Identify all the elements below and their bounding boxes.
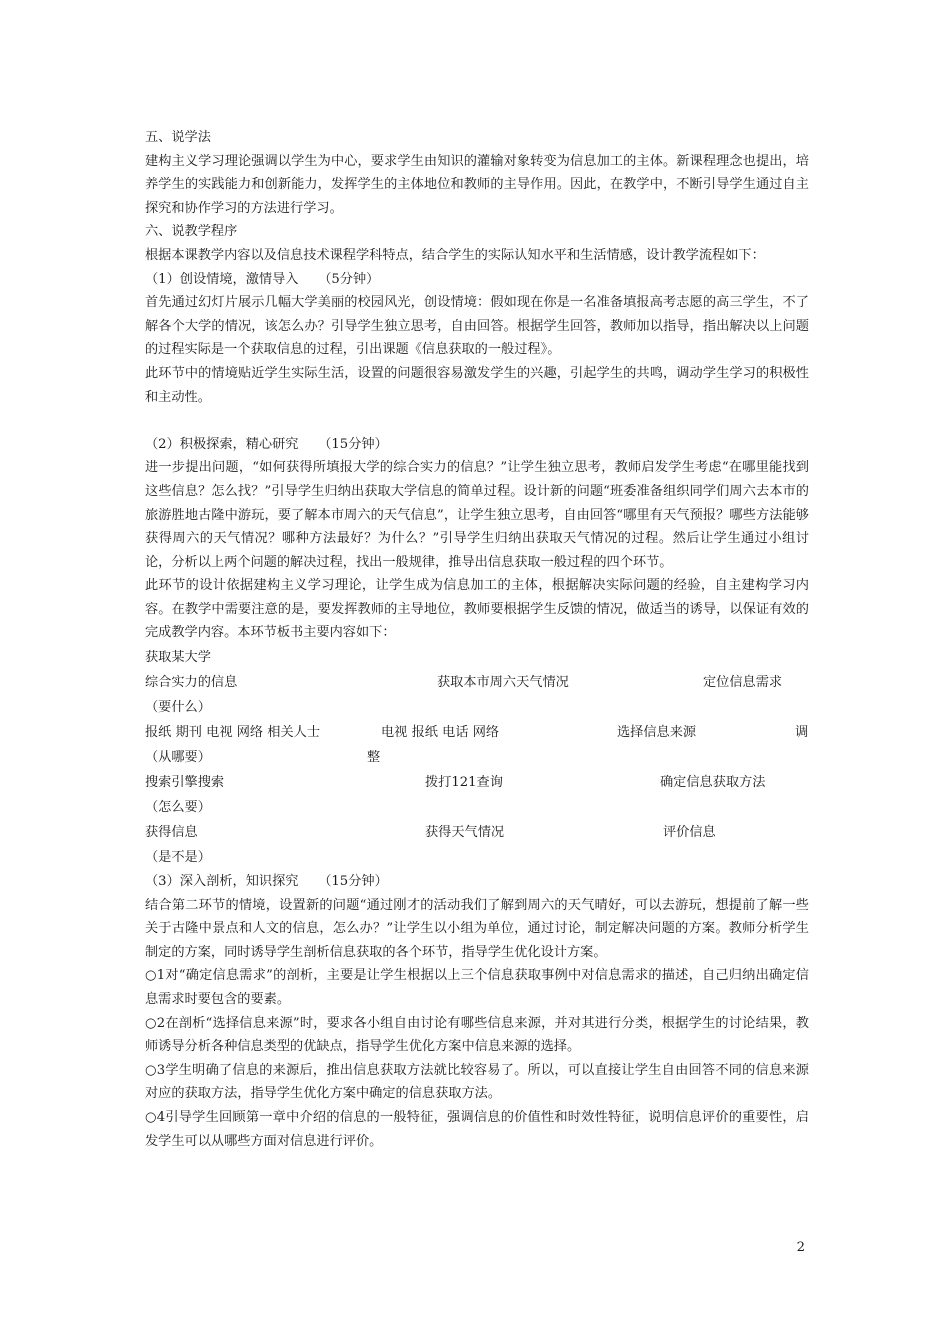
board-cell: 拨打121查询 bbox=[425, 775, 503, 791]
step2-paragraph-2: 此环节的设计依据建构主义学习理论，让学生成为信息加工的主体，根据解决实际问题的经验，自主建构学习内容。在教学中需要注意的是，要发挥教师的主导地位，教师要根据学生反馈的情况，做适当的诱导，以保证有效的完成教学内容。本环节板书主要内容如下： bbox=[145, 578, 809, 641]
board-cell: 综合实力的信息 bbox=[145, 675, 238, 691]
board-cell: 电视 报纸 电话 网络 bbox=[381, 725, 500, 741]
step2-paragraph-1: 进一步提出问题，“如何获得所填报大学的综合实力的信息？”让学生独立思考，教师启发学生考虑“在哪里能找到这些信息？怎么找？”引导学生归纳出获取大学信息的简单过程。设计新的问题“班委准备组织同学们周六去本市的旅游胜地古隆中游玩，要了解本市周六的天气信息”，让学生独立思考，自由回答“哪里有天气预报？哪些方法能够获得周六的天气情况？哪种方法最好？为什么？”引导学生归纳出获取天气情况的过程。然后让学生通过小组讨论，分析以上两个问题的解决过程，找出一般规律，推导出信息获取一般过程的四个环节。 bbox=[145, 460, 809, 570]
board-cell: 获取本市周六天气情况 bbox=[437, 675, 569, 691]
board-row bbox=[145, 720, 809, 745]
board-cell: 报纸 期刊 电视 网络 相关人士 bbox=[145, 725, 321, 741]
step3-title: （3）深入剖析，知识探究 （15分钟） bbox=[145, 874, 388, 890]
step3-item-2: ○2在剖析“选择信息来源”时，要求各小组自由讨论有哪些信息来源，并对其进行分类，根据学生的讨论结果，教师诱导分析各种信息类型的优缺点，指导学生优化方案中信息来源的选择。 bbox=[145, 1015, 809, 1055]
paragraph-study-method: 建构主义学习理论强调以学生为中心，要求学生由知识的灌输对象转变为信息加工的主体。新课程理念也提出，培养学生的实践能力和创新能力，发挥学生的主体地位和教师的主导作用。因此，在教学中，不断引导学生通过自主探究和协作学习的方法进行学习。 bbox=[145, 153, 809, 216]
step3-paragraph-1: 结合第二环节的情境，设置新的问题“通过刚才的活动我们了解到周六的天气晴好，可以去游玩，想提前了解一些关于古隆中景点和人文的信息，怎么办？”让学生以小组为单位，通过讨论，制定解决问题的方案。教师分析学生制定的方案，同时诱导学生剖析信息获取的各个环节，指导学生优化设计方案。 bbox=[145, 897, 809, 960]
step2-title: （2）积极探索，精心研究 （15分钟） bbox=[145, 436, 388, 452]
board-row bbox=[145, 695, 809, 720]
step1-title: （1）创设情境，激情导入 （5分钟） bbox=[145, 271, 380, 287]
step3-item-3: ○3学生明确了信息的来源后，推出信息获取方法就比较容易了。所以，可以直接让学生自由回答不同的信息来源对应的获取方法，指导学生优化方案中确定的信息获取方法。 bbox=[145, 1062, 809, 1102]
board-row bbox=[145, 745, 809, 770]
board-row bbox=[145, 670, 809, 695]
board-row bbox=[145, 820, 809, 845]
step3-item-4: ○4引导学生回顾第一章中介绍的信息的一般特征，强调信息的价值性和时效性特征，说明信息评价的重要性，启发学生可以从哪些方面对信息进行评价。 bbox=[145, 1110, 809, 1149]
board-cell: （是不是） bbox=[145, 850, 211, 866]
step1-paragraph-1: 首先通过幻灯片展示几幅大学美丽的校园风光，创设情境：假如现在你是一名准备填报高考志愿的高三学生，不了解各个大学的情况，该怎么办？引导学生独立思考，自由回答。根据学生回答，教师加以指导，指出解决以上问题的过程实际是一个获取信息的过程，引出课题《信息获取的一般过程》。 bbox=[145, 295, 809, 358]
board-row bbox=[145, 845, 809, 870]
board-cell: 获取某大学 bbox=[145, 650, 211, 666]
board-row bbox=[145, 770, 809, 795]
board-cell: 评价信息 bbox=[663, 825, 716, 841]
board-cell: 整 bbox=[367, 750, 381, 766]
step3-item-1: ○1对“确定信息需求”的剖析，主要是让学生根据以上三个信息获取事例中对信息需求的描述，自己归纳出确定信息需求时要包含的要素。 bbox=[145, 968, 809, 1008]
page-content bbox=[145, 126, 809, 1153]
section-heading-teaching-procedure: 六、说教学程序 bbox=[145, 224, 238, 240]
board-cell: 获得天气情况 bbox=[425, 825, 505, 841]
board-cell: （从哪要） bbox=[145, 750, 211, 766]
board-cell: 选择信息来源 bbox=[617, 725, 697, 741]
board-cell: （要什么） bbox=[145, 700, 211, 716]
board-cell: 确定信息获取方法 bbox=[660, 775, 766, 791]
board-row bbox=[145, 645, 809, 670]
blackboard-outline bbox=[145, 645, 809, 870]
page-number: 2 bbox=[796, 1240, 805, 1255]
step1-paragraph-2: 此环节中的情境贴近学生实际生活，设置的问题很容易激发学生的兴趣，引起学生的共鸣，调动学生学习的积极性和主动性。 bbox=[145, 365, 809, 405]
blank-line bbox=[145, 409, 809, 433]
board-cell: 调 bbox=[795, 725, 809, 741]
board-cell: （怎么要） bbox=[145, 800, 211, 816]
board-cell: 定位信息需求 bbox=[703, 675, 783, 691]
board-cell: 获得信息 bbox=[145, 825, 198, 841]
paragraph-procedure-intro: 根据本课教学内容以及信息技术课程学科特点，结合学生的实际认知水平和生活情感，设计教学流程如下： bbox=[145, 247, 765, 263]
board-cell: 搜索引擎搜索 bbox=[145, 775, 225, 791]
section-heading-study-method: 五、说学法 bbox=[145, 130, 211, 145]
board-row bbox=[145, 795, 809, 820]
